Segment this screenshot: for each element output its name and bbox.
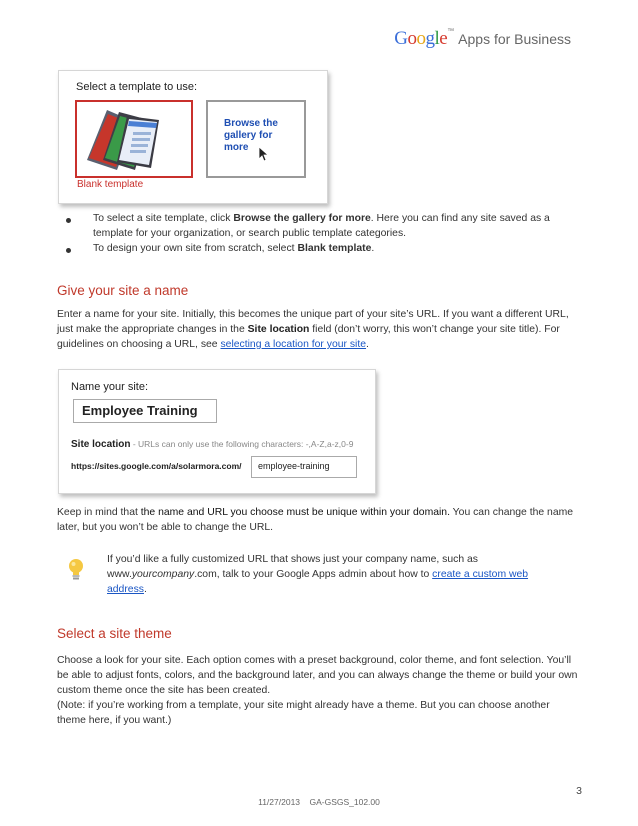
blank-template-option[interactable] — [75, 100, 193, 178]
section-heading-theme: Select a site theme — [57, 626, 172, 641]
browse-gallery-option[interactable] — [206, 100, 306, 178]
logo-trademark: ™ — [447, 28, 455, 35]
bullet-item: To design your own site from scratch, select Blank template. — [93, 243, 375, 254]
lightbulb-icon — [68, 558, 84, 582]
custom-url-tip: If you’d like a fully customized URL that shows just your company name, such as www.yourcompany.com, talk to your Google Apps admin about how to create a custom web address. — [107, 554, 529, 595]
name-site-label: Name your site: — [71, 381, 149, 393]
uniqueness-paragraph: Keep in mind that the name and URL you choose must be unique within your domain. You can change the name later, but you won’t be able to change the URL. — [57, 507, 574, 533]
site-url-prefix: https://sites.google.com/a/solarmora.com/ — [71, 461, 242, 471]
selecting-location-link[interactable]: selecting a location for your site — [220, 339, 367, 350]
section-heading-name: Give your site a name — [57, 283, 189, 298]
site-pages-icon — [77, 102, 187, 174]
footer-date-code: 11/27/2013 GA-GSGS_102.00 — [258, 797, 380, 807]
bullet-dot — [66, 218, 71, 223]
bullet-dot — [66, 248, 71, 253]
mouse-pointer-icon — [258, 146, 270, 162]
browse-gallery-link[interactable]: Browse the gallery for more — [224, 118, 278, 153]
template-screenshot — [58, 70, 328, 204]
page-number: 3 — [576, 785, 582, 797]
logo-google-text: Google — [394, 28, 448, 49]
site-name-input[interactable]: Employee Training — [73, 399, 217, 423]
google-apps-logo — [394, 28, 571, 50]
site-location-label: Site location - URLs can only use the following characters: -,A-Z,a-z,0-9 — [71, 439, 354, 450]
bullet-item: To select a site template, click Browse the gallery for more. Here you can find any site saved as a template for your organization, or search public template categories. — [93, 213, 550, 239]
create-custom-address-link[interactable]: create a custom web address — [107, 569, 529, 595]
theme-paragraph: Choose a look for your site. Each option comes with a preset background, color theme, and font selection. You’ll be able to adjust fonts, colors, and the background later, and you can always change the theme or build your own custom theme once the site has been created. (Note: if you’re working from a template, your site might already have a theme. But you can choose another theme here, if you want.) — [57, 655, 578, 726]
template-prompt: Select a template to use: — [76, 81, 198, 93]
site-name-screenshot — [58, 369, 376, 494]
name-paragraph: Enter a name for your site. Initially, this becomes the unique part of your site’s URL. If you want a different URL, just make the appropriate changes in the Site location field (don’t worry, this won’t change your site title). For guidelines on choosing a URL, see selecting a location for your site. — [57, 309, 569, 350]
site-location-input[interactable]: employee-training — [251, 456, 357, 478]
blank-template-label: Blank template — [77, 179, 144, 190]
logo-suffix: Apps for Business — [458, 31, 571, 47]
